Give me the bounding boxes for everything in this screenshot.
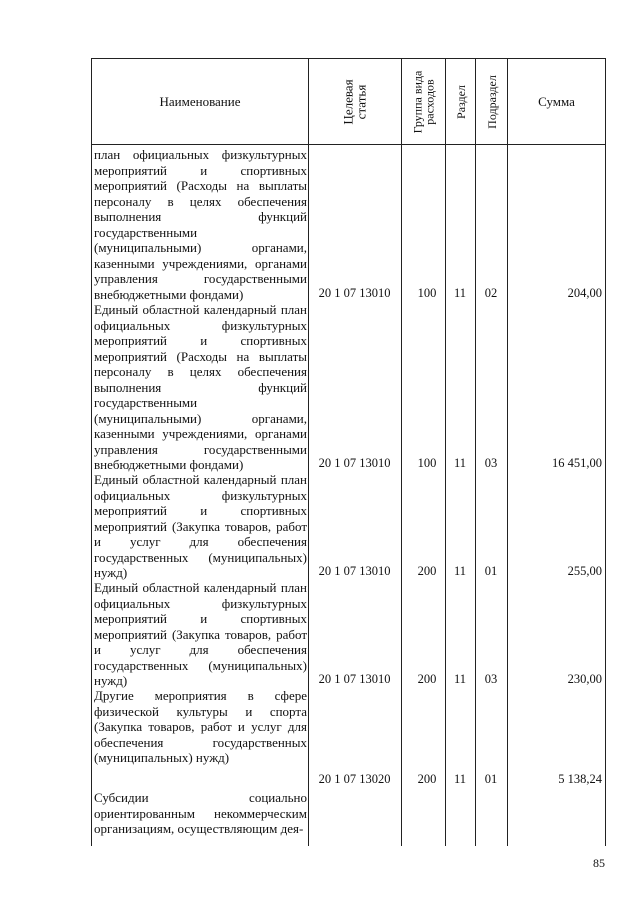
header-code <box>309 59 401 144</box>
budget-table <box>91 58 606 846</box>
row-section: 11 <box>453 772 467 786</box>
table-left-border <box>91 58 92 846</box>
row-subsection: 03 <box>484 672 498 686</box>
row-name: план официальных физкультурных мероприятий и спортивных мероприятий (Расходы на выплаты персоналу в целях обеспечения выполнения функций государственными (муниципальными) органами, казенными учреждениями, органами управления государственными внебюджетными фондами) <box>94 147 307 302</box>
row-section: 11 <box>453 672 467 686</box>
header-section-label: Раздел <box>453 84 468 119</box>
header-bottom-border <box>91 144 606 145</box>
row-sum: 230,00 <box>567 672 602 686</box>
header-name <box>92 59 308 144</box>
row-section: 11 <box>453 456 467 470</box>
row-sum: 204,00 <box>567 286 602 300</box>
header-group-label <box>412 70 436 133</box>
column-divider <box>475 58 476 846</box>
header-group <box>402 59 445 144</box>
header-code-line1: Целевая <box>340 78 356 125</box>
header-subsection <box>476 59 507 144</box>
row-sum: 255,00 <box>567 564 602 578</box>
page-number: 85 <box>593 856 605 870</box>
row-subsection: 02 <box>484 286 498 300</box>
row-code: 20 1 07 13010 <box>318 286 391 300</box>
header-group-line1: Группа вида <box>410 70 425 133</box>
header-name-label: Наименование <box>159 93 241 109</box>
column-divider <box>445 58 446 846</box>
row-group: 200 <box>417 564 437 578</box>
row-sum: 16 451,00 <box>552 456 602 470</box>
header-sum <box>508 59 605 144</box>
row-section: 11 <box>453 286 467 300</box>
row-subsection: 01 <box>484 564 498 578</box>
column-divider <box>507 58 508 846</box>
row-group: 200 <box>417 772 437 786</box>
row-code: 20 1 07 13010 <box>318 564 391 578</box>
row-subsection: 03 <box>484 456 498 470</box>
row-subsection: 01 <box>484 772 498 786</box>
row-section: 11 <box>453 564 467 578</box>
column-divider <box>401 58 402 846</box>
table-right-border <box>605 58 606 846</box>
header-subsection-label: Подраздел <box>484 74 499 129</box>
row-group: 100 <box>417 456 437 470</box>
row-code: 20 1 07 13010 <box>318 672 391 686</box>
row-name: Единый областной календарный план официальных физкультурных мероприятий и спортивных мероприятий (Закупка товаров, работ и услуг для обеспечения государственных (муниципальных) нужд) <box>94 472 307 580</box>
row-group: 100 <box>417 286 437 300</box>
row-code: 20 1 07 13020 <box>318 772 391 786</box>
header-code-label <box>342 79 368 124</box>
header-sum-label: Сумма <box>538 93 575 109</box>
row-name: Единый областной календарный план официальных физкультурных мероприятий и спортивных мероприятий (Закупка товаров, работ и услуг для обеспечения государственных (муниципальных) нужд) <box>94 580 307 688</box>
row-group: 200 <box>417 672 437 686</box>
column-divider <box>308 58 309 846</box>
row-sum: 5 138,24 <box>558 772 602 786</box>
row-name: Субсидии социально ориентированным некоммерческим организациям, осуществляющим дея- <box>94 790 307 836</box>
row-name: Другие мероприятия в сфере физической культуры и спорта (Закупка товаров, работ и услуг для обеспечения государственных (муниципальных) нужд) <box>94 688 307 765</box>
header-section <box>446 59 475 144</box>
header-code-line2: статья <box>353 84 369 119</box>
header-group-line2: расходов <box>422 78 437 125</box>
row-name: Единый областной календарный план официальных физкультурных мероприятий и спортивных мероприятий (Расходы на выплаты персоналу в целях обеспечения выполнения функций государственными (муниципальными) органами, казенными учреждениями, органами управления государственными внебюджетными фондами) <box>94 302 307 472</box>
row-code: 20 1 07 13010 <box>318 456 391 470</box>
